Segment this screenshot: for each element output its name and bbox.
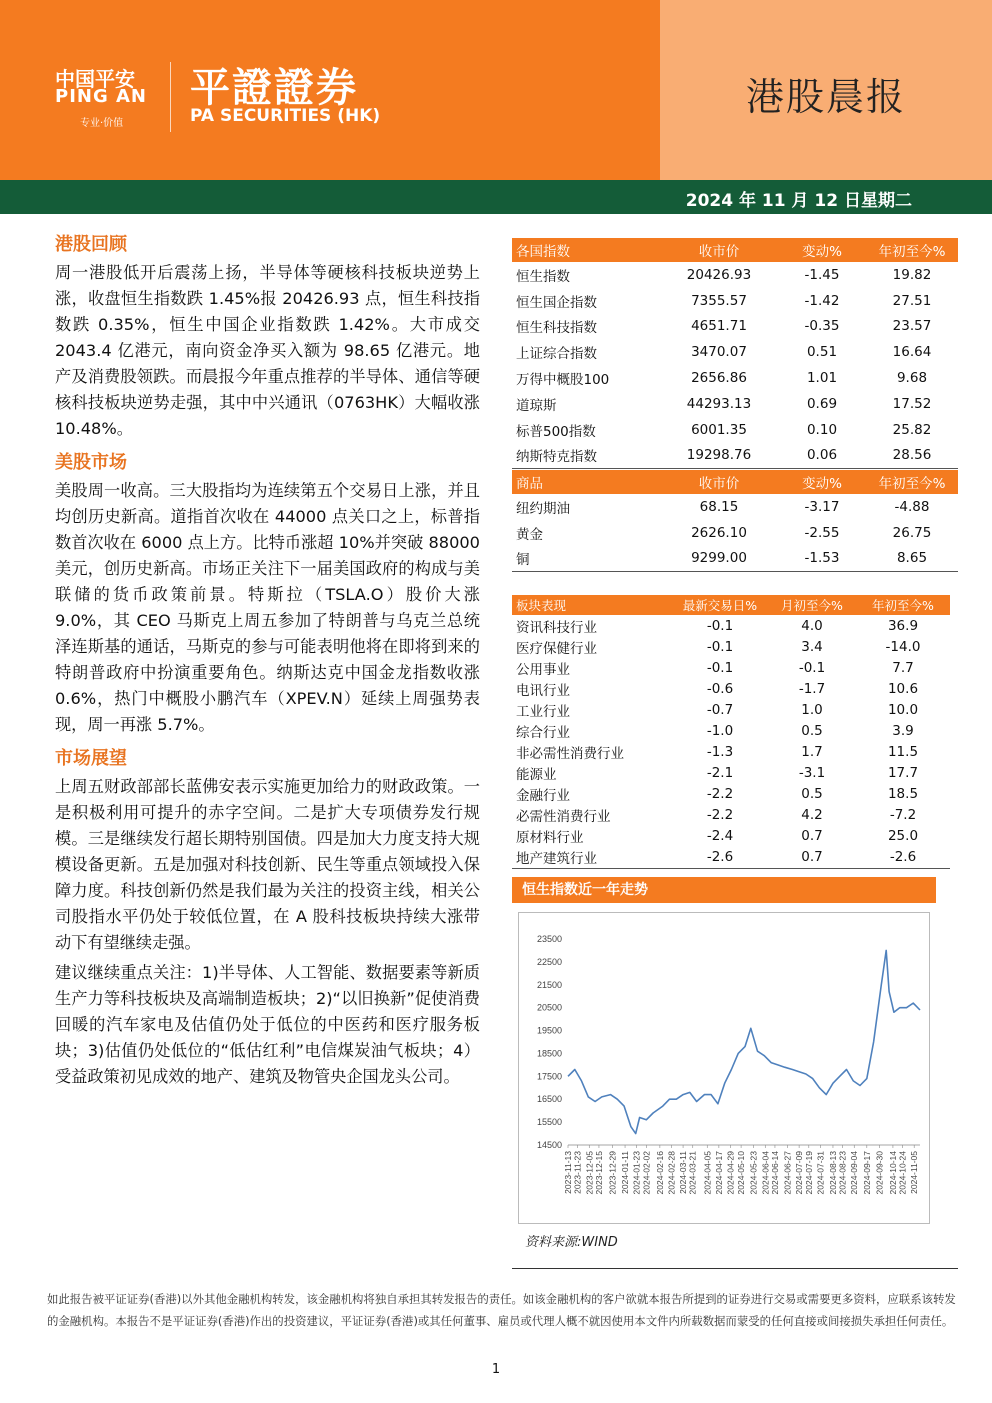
table-cell: 18.5 xyxy=(887,786,919,803)
section-us-market xyxy=(55,450,480,738)
logo-divider xyxy=(170,62,171,132)
commodity-table xyxy=(512,470,958,572)
table-cell: 19298.76 xyxy=(660,443,778,469)
table-row xyxy=(512,417,958,443)
pingan-logo-cn: 中国平安 xyxy=(55,67,135,91)
y-tick-label: 17500 xyxy=(536,1071,562,1082)
table-header-cell: 变动% xyxy=(778,238,866,262)
table-row xyxy=(512,763,950,784)
table-row xyxy=(512,262,958,288)
table-cell: 资讯科技行业 xyxy=(516,619,597,636)
table-cell: 1.01 xyxy=(806,370,838,387)
table-row xyxy=(512,365,958,391)
table-cell: 纳斯特克指数 xyxy=(512,443,660,469)
table-cell: 4.2 xyxy=(801,807,823,824)
pa-securities-logo-cn: 平證證券 xyxy=(190,65,358,111)
section-paragraph: 美股周一收高。三大股指均为连续第五个交易日上涨，并且均创历史新高。道指首次收在 44000 点关口之上，标普指数首次收在 6000 点上方。比特币涨超 10%并突破 88000 美元，创历史新高。市场正关注下一届美国政府的构成与美联储的货币政策前景。特斯拉（TSLA.O）股价大涨 9.0%，其 CEO 马斯克上周五参加了特朗普与乌克兰总统泽连斯基的通话，马斯克的参与可能表明他将在即将到来的特朗普政府中扮演重要角色。纳斯达克中国金龙指数收涨 0.6%，热门中概股小鹏汽车（XPEV.N）延续上周强势表现，周一再涨 5.7%。 xyxy=(55,481,480,734)
table-cell: 0.7 xyxy=(768,847,856,868)
x-tick-label: 2024-01-11 xyxy=(620,1151,631,1194)
page-number: 1 xyxy=(491,1362,501,1377)
table-row xyxy=(512,847,950,868)
table-cell: 4.0 xyxy=(801,617,823,634)
x-tick-label: 2024-09-30 xyxy=(874,1151,885,1195)
x-tick-label: 2024-03-11 xyxy=(678,1151,689,1194)
x-tick-label: 2024-08-13 xyxy=(827,1151,838,1195)
x-tick-label: 2024-05-10 xyxy=(736,1151,747,1195)
table-cell: 必需性消费行业 xyxy=(516,809,611,826)
table-row xyxy=(512,615,950,636)
table-cell: 医疗保健行业 xyxy=(516,640,597,657)
table-cell: 19.82 xyxy=(892,266,932,283)
x-tick-label: 2024-10-24 xyxy=(897,1151,908,1195)
x-tick-label: 2024-10-14 xyxy=(887,1151,898,1195)
table-row xyxy=(512,805,950,826)
table-cell: -4.88 xyxy=(894,498,930,515)
table-cell: -7.2 xyxy=(889,807,917,824)
hsi-line-chart xyxy=(518,912,930,1224)
table-cell: 2656.86 xyxy=(691,370,747,387)
table-row xyxy=(512,678,950,699)
table-row xyxy=(512,443,958,469)
table-cell: -2.6 xyxy=(856,847,950,868)
table-row xyxy=(512,288,958,314)
table-cell: 黄金 xyxy=(516,526,543,543)
x-tick-label: 2024-09-04 xyxy=(849,1151,860,1195)
x-tick-label: 2024-04-29 xyxy=(725,1151,736,1195)
report-date: 2024 年 11 月 12 日星期二 xyxy=(685,191,912,211)
table-header-cell: 月初至今% xyxy=(768,595,856,615)
table-cell: 铜 xyxy=(512,546,660,572)
table-cell: 23.57 xyxy=(892,318,932,335)
table-header-cell: 变动% xyxy=(778,470,866,494)
table-cell: 工业行业 xyxy=(516,703,570,720)
table-row xyxy=(512,784,950,805)
x-tick-label: 2024-09-17 xyxy=(861,1151,872,1195)
table-header-cell: 收市价 xyxy=(660,470,778,494)
table-row xyxy=(512,699,950,720)
table-cell: -2.55 xyxy=(804,524,840,541)
table-cell: 27.51 xyxy=(892,292,932,309)
table-cell: -0.1 xyxy=(706,617,734,634)
table-cell: 10.6 xyxy=(887,680,919,697)
table-row xyxy=(512,546,958,572)
table-cell: -0.1 xyxy=(706,659,734,676)
table-header-cell: 年初至今% xyxy=(866,470,958,494)
x-tick-label: 2023-11-23 xyxy=(572,1151,583,1194)
table-row xyxy=(512,826,950,847)
table-cell: -2.2 xyxy=(706,786,734,803)
pingan-logo-en: PING AN xyxy=(55,86,147,107)
table-cell: 0.06 xyxy=(778,443,866,469)
table-header-cell: 年初至今% xyxy=(866,238,958,262)
table-cell: 非必需性消费行业 xyxy=(516,746,624,763)
table-cell: 恒生指数 xyxy=(516,268,570,285)
table-cell: 综合行业 xyxy=(516,725,570,742)
chart-source: 资料来源:WIND xyxy=(525,1235,618,1250)
x-tick-label: 2024-05-23 xyxy=(748,1151,759,1195)
table-cell: 金融行业 xyxy=(516,788,570,805)
section-paragraph: 建议继续重点关注：1)半导体、人工智能、数据要素等新质生产力等科技板块及高端制造板块；2)“以旧换新”促使消费回暖的汽车家电及估值仍处于低位的中医药和医疗服务板块；3)估值仍处低位的“低估红利”电信煤炭油气板块；4）受益政策初见成效的地产、建筑及物管央企国龙头公司。 xyxy=(55,963,480,1086)
x-tick-label: 2023-11-13 xyxy=(563,1151,573,1194)
table-header-row xyxy=(512,595,950,615)
index-table xyxy=(512,238,958,469)
table-cell: 6001.35 xyxy=(691,421,747,438)
table-cell: -0.1 xyxy=(706,638,734,655)
x-tick-label: 2023-12-15 xyxy=(593,1151,604,1195)
table-cell: 44293.13 xyxy=(686,395,752,412)
table-header-cell: 最新交易日% xyxy=(672,595,768,615)
y-tick-label: 23500 xyxy=(536,934,562,944)
table-row xyxy=(512,720,950,741)
table-cell: 道琼斯 xyxy=(516,397,557,414)
table-cell: 能源业 xyxy=(516,767,557,784)
section-heading: 市场展望 xyxy=(55,748,127,769)
table-cell: 68.15 xyxy=(699,498,739,515)
table-cell: -1.3 xyxy=(706,744,734,761)
sector-table xyxy=(512,595,950,869)
pa-securities-logo-en: PA SECURITIES (HK) xyxy=(190,106,381,126)
table-cell: 0.69 xyxy=(806,395,838,412)
hsi-series-line xyxy=(568,950,920,1133)
table-header-row xyxy=(512,238,958,262)
y-tick-label: 20500 xyxy=(536,1002,562,1013)
table-cell: 0.10 xyxy=(806,421,838,438)
y-tick-label: 21500 xyxy=(536,979,562,990)
report-title: 港股晨报 xyxy=(745,75,906,119)
section-heading: 港股回顾 xyxy=(55,234,127,255)
table-cell: -14.0 xyxy=(885,638,921,655)
table-cell: 10.0 xyxy=(887,701,919,718)
y-tick-label: 14500 xyxy=(536,1140,562,1150)
y-tick-label: 18500 xyxy=(536,1048,562,1059)
x-tick-label: 2024-06-14 xyxy=(769,1151,780,1195)
table-row xyxy=(512,391,958,417)
table-cell: -1.42 xyxy=(804,292,840,309)
y-tick-label: 16500 xyxy=(536,1094,562,1105)
table-cell: 恒生科技指数 xyxy=(516,320,597,337)
commentary-column xyxy=(55,232,480,1098)
x-tick-label: 2024-02-16 xyxy=(654,1151,665,1195)
y-tick-label: 19500 xyxy=(536,1025,562,1036)
table-cell: 0.5 xyxy=(801,786,823,803)
table-header-cell: 商品 xyxy=(512,470,660,494)
x-tick-label: 2024-02-02 xyxy=(641,1151,652,1195)
section-paragraph: 周一港股低开后震荡上扬，半导体等硬核科技板块逆势上涨，收盘恒生指数跌 1.45%报 20426.93 点，恒生科技指数跌 0.35%，恒生中国企业指数跌 1.42%。大市成交 2043.4 亿港元，南向资金净买入额为 98.65 亿港元。地产及消费股领跌。而晨报今年重点推荐的半导体、通信等硬核科技板块逆势走强，其中中兴通讯（0763HK）大幅收涨 10.48%。 xyxy=(55,263,480,438)
table-cell: -2.4 xyxy=(706,828,734,845)
table-cell: 9299.00 xyxy=(660,546,778,572)
x-tick-label: 2023-12-29 xyxy=(607,1151,618,1195)
table-cell: -2.2 xyxy=(706,807,734,824)
table-row xyxy=(512,636,950,657)
table-header-cell: 收市价 xyxy=(660,238,778,262)
table-row xyxy=(512,742,950,763)
section-heading: 美股市场 xyxy=(55,452,127,473)
x-tick-label: 2024-03-21 xyxy=(687,1151,698,1195)
table-cell: 2626.10 xyxy=(691,524,747,541)
table-cell: 9.68 xyxy=(896,370,928,387)
source-divider xyxy=(512,1268,958,1269)
table-cell: -0.7 xyxy=(706,701,734,718)
table-cell: 3470.07 xyxy=(691,344,747,361)
table-cell: 纽约期油 xyxy=(516,500,570,517)
table-cell: -1.7 xyxy=(798,680,826,697)
table-cell: 7355.57 xyxy=(691,292,747,309)
x-tick-label: 2024-11-05 xyxy=(909,1151,920,1194)
disclaimer: 如此报告被平证证券(香港)以外其他金融机构转发，该金融机构将独自承担其转发报告的责任。如该金融机构的客户欲就本报告所提到的证券进行交易或需要更多资料，应联系该转发的金融机构。本报告不是平证证券(香港)作出的投资建议，平证证券(香港)或其任何董事、雇员或代理人概不就因使用本文件内所载数据而蒙受的任何直接或间接损失承担任何责任。 xyxy=(47,1292,956,1328)
chart-title: 恒生指数近一年走势 xyxy=(512,877,936,903)
pingan-logo-slogan: 专业·价值 xyxy=(80,118,124,129)
table-row xyxy=(512,314,958,340)
table-cell: 标普500指数 xyxy=(516,423,596,440)
table-cell: 8.65 xyxy=(866,546,958,572)
table-cell: -0.1 xyxy=(798,659,826,676)
section-hk-review xyxy=(55,232,480,442)
x-tick-label: 2024-04-05 xyxy=(702,1151,713,1195)
table-cell: 7.7 xyxy=(892,659,914,676)
table-cell: -0.6 xyxy=(706,680,734,697)
table-cell: 17.7 xyxy=(887,765,919,782)
x-tick-label: 2024-02-28 xyxy=(666,1151,677,1195)
table-cell: 20426.93 xyxy=(686,266,752,283)
table-cell: 1.0 xyxy=(801,701,823,718)
table-cell: -1.53 xyxy=(778,546,866,572)
y-tick-label: 15500 xyxy=(536,1117,562,1128)
table-cell: -1.45 xyxy=(804,266,840,283)
table-cell: 25.0 xyxy=(887,828,919,845)
table-cell: -2.6 xyxy=(672,847,768,868)
table-cell: 公用事业 xyxy=(516,661,570,678)
y-tick-label: 22500 xyxy=(536,956,562,967)
table-cell: 0.7 xyxy=(801,828,823,845)
x-tick-label: 2024-06-27 xyxy=(782,1151,793,1195)
table-header-cell: 各国指数 xyxy=(512,238,660,262)
table-cell: 11.5 xyxy=(887,744,919,761)
x-tick-label: 2024-08-23 xyxy=(837,1151,848,1195)
table-cell: 36.9 xyxy=(887,617,919,634)
table-row xyxy=(512,520,958,546)
table-row xyxy=(512,657,950,678)
table-cell: 26.75 xyxy=(892,524,932,541)
table-cell: 16.64 xyxy=(892,344,932,361)
x-tick-label: 2024-07-09 xyxy=(794,1151,805,1195)
table-header-row xyxy=(512,470,958,494)
table-cell: 0.51 xyxy=(806,344,838,361)
x-tick-label: 2024-06-04 xyxy=(760,1151,771,1195)
section-paragraph: 上周五财政部部长蓝佛安表示实施更加给力的财政政策。一是积极利用可提升的赤字空间。二是扩大专项债券发行规模。三是继续发行超长期特别国债。四是加大力度支持大规模设备更新。五是加强对科技创新、民生等重点领域投入保障力度。科技创新仍然是我们最为关注的投资主线，相关公司股指水平仍处于较低位置，在 A 股科技板块持续大涨带动下有望继续走强。 xyxy=(55,777,480,952)
table-cell: 万得中概股100 xyxy=(516,372,610,389)
table-cell: 0.5 xyxy=(801,723,823,740)
table-cell: 地产建筑行业 xyxy=(512,847,672,868)
table-row xyxy=(512,494,958,520)
table-cell: -3.17 xyxy=(804,498,840,515)
table-cell: -0.35 xyxy=(804,318,840,335)
x-tick-label: 2024-07-19 xyxy=(803,1151,814,1195)
table-cell: 恒生国企指数 xyxy=(516,294,597,311)
x-tick-label: 2024-07-31 xyxy=(815,1151,826,1195)
table-cell: 原材料行业 xyxy=(516,830,584,847)
x-tick-label: 2024-04-17 xyxy=(713,1151,724,1195)
x-tick-label: 2023-12-05 xyxy=(584,1151,595,1195)
table-cell: 28.56 xyxy=(866,443,958,469)
table-row xyxy=(512,339,958,365)
table-cell: 1.7 xyxy=(801,744,823,761)
table-cell: 25.82 xyxy=(892,421,932,438)
table-cell: 4651.71 xyxy=(691,318,747,335)
section-outlook xyxy=(55,746,480,1090)
table-cell: -1.0 xyxy=(706,723,734,740)
table-cell: -2.1 xyxy=(706,765,734,782)
table-cell: 上证综合指数 xyxy=(516,346,597,363)
table-header-cell: 板块表现 xyxy=(512,595,672,615)
table-cell: 3.4 xyxy=(801,638,823,655)
table-cell: 3.9 xyxy=(892,723,914,740)
table-cell: 电讯行业 xyxy=(516,682,570,699)
table-cell: 17.52 xyxy=(892,395,932,412)
table-cell: -3.1 xyxy=(798,765,826,782)
x-tick-label: 2024-01-23 xyxy=(631,1151,642,1195)
table-header-cell: 年初至今% xyxy=(856,595,950,615)
